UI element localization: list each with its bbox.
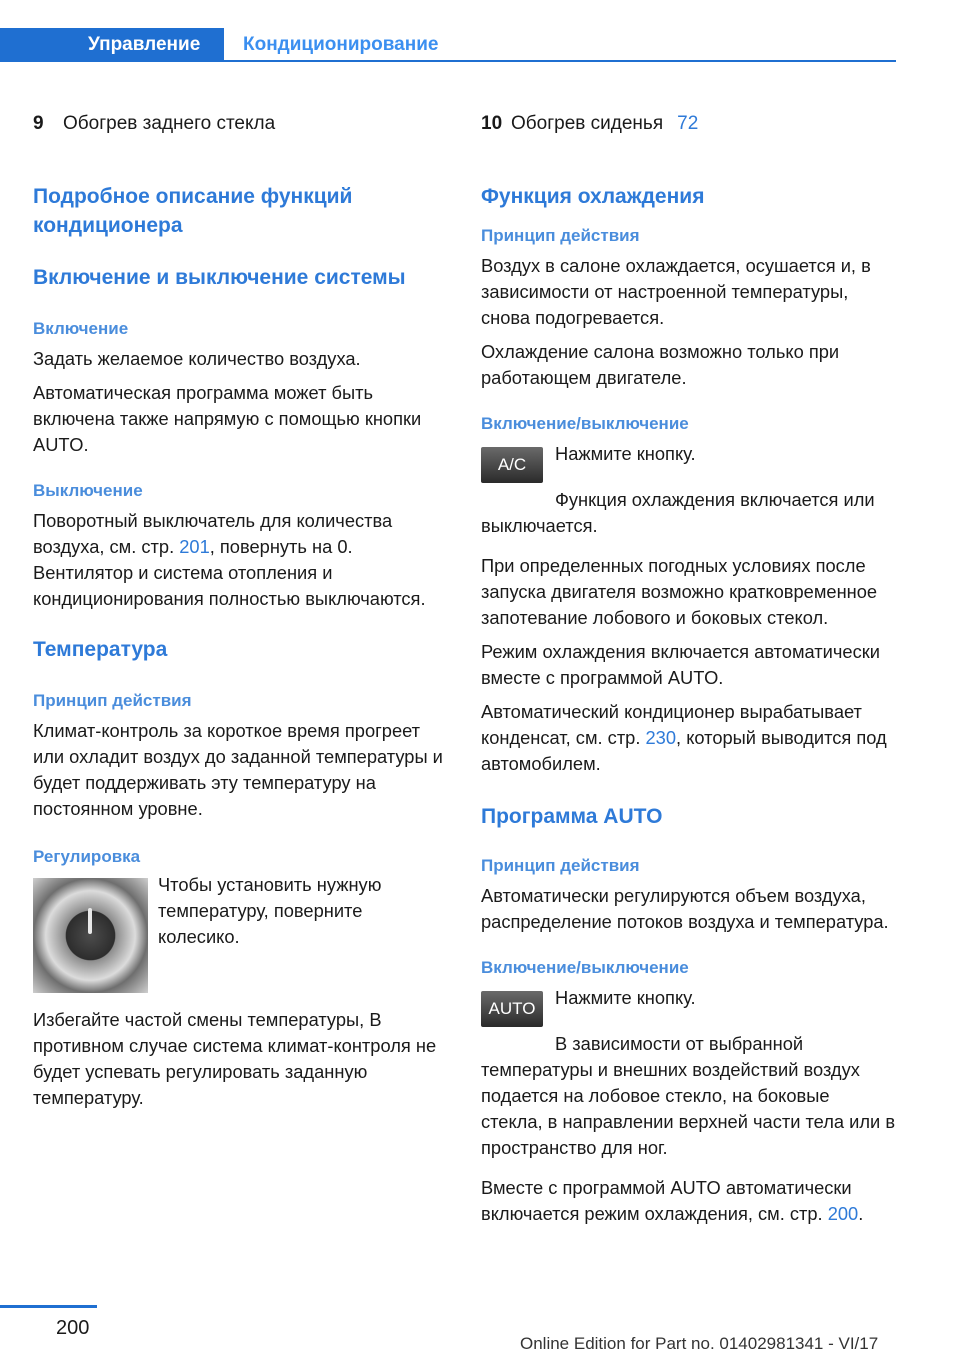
heading-principle: Принцип действия <box>481 226 640 245</box>
paragraph: Функция охлаждения включается или выключается. <box>481 489 875 536</box>
heading-off: Выключение <box>33 481 143 500</box>
item-number: 9 <box>33 113 44 134</box>
paragraph <box>33 508 448 612</box>
paragraph <box>481 699 896 777</box>
heading-cooling: Функция охлаждения <box>481 185 705 208</box>
text-span: Автоматический кондиционер вырабатывает конденсат, см. стр. <box>481 701 862 748</box>
text-span: Вместе с программой AUTO автоматически включается режим охлаждения, см. стр. <box>481 1177 852 1224</box>
paragraph: Охлаждение салона возможно только при работающем двигателе. <box>481 341 840 388</box>
item-text: Обогрев сиденья <box>511 113 664 134</box>
ac-button-image: A/C <box>481 447 543 483</box>
ac-button-block <box>481 443 896 483</box>
heading-onoff: Включение/выключение <box>481 958 689 977</box>
paragraph: Автоматическая программа может быть включена также напрямую с помощью кнопки AUTO. <box>33 382 422 455</box>
auto-button-image: AUTO <box>481 991 543 1027</box>
edition-text: Online Edition for Part no. 01402981341 - VI/17 <box>520 1334 879 1353</box>
list-item-10 <box>481 108 896 140</box>
paragraph: Нажмите кнопку. <box>555 443 696 464</box>
heading-onoff: Включение и выключение системы <box>33 266 406 289</box>
page-link[interactable]: 72 <box>677 113 699 134</box>
text-span: . <box>858 1203 864 1224</box>
paragraph: Нажмите кнопку. <box>555 987 696 1008</box>
heading-auto-program: Программа AUTO <box>481 805 663 828</box>
header-divider <box>224 60 896 62</box>
temperature-control-block <box>33 874 448 993</box>
heading-on: Включение <box>33 319 129 338</box>
paragraph: Чтобы установить нужную температуру, поверните колесико. <box>158 874 382 947</box>
text-span: , который выводится под автомобилем. <box>481 727 887 774</box>
text-span: , повернуть на 0. Вентилятор и система отопления и кондиционирования полностью выключаются. <box>33 536 426 609</box>
paragraph: В зависимости от выбранной температуры и внешних воздействий воздух подается на лобовое стекло, на боковые стекла, в направлении верхней части тела или в пространство для ног. <box>481 1033 896 1158</box>
paragraph <box>481 1175 896 1227</box>
paragraph: Избегайте частой смены температуры, В противном случае система климат-контроля не будет успевать регулировать заданную температуру. <box>33 1009 437 1108</box>
temperature-knob-image <box>33 878 148 993</box>
right-column <box>481 108 896 1227</box>
section-title: Подробное описание функций кондиционера <box>33 185 353 237</box>
page-link[interactable]: 230 <box>645 727 677 748</box>
item-text: Обогрев заднего стекла <box>63 113 276 134</box>
auto-button-block <box>481 987 896 1027</box>
left-column <box>33 108 448 1111</box>
item-number: 10 <box>481 113 503 134</box>
page-number: 200 <box>56 1317 90 1339</box>
heading-principle: Принцип действия <box>481 856 640 875</box>
paragraph: Задать желаемое количество воздуха. <box>33 348 361 369</box>
heading-onoff: Включение/выключение <box>481 414 689 433</box>
heading-temperature: Температура <box>33 638 168 661</box>
paragraph: При определенных погодных условиях после запуска двигателя возможно кратковременное запотевание лобового и боковых стекол. <box>481 555 878 628</box>
page-header <box>0 0 896 62</box>
footer-divider <box>0 1305 97 1308</box>
paragraph: Автоматически регулируются объем воздуха, распределение потоков воздуха и температура. <box>481 885 889 932</box>
heading-principle: Принцип действия <box>33 691 192 710</box>
list-item-9 <box>33 108 448 140</box>
paragraph: Режим охлаждения включается автоматически вместе с программой AUTO. <box>481 641 880 688</box>
heading-adjust: Регулировка <box>33 847 141 866</box>
page-link[interactable]: 200 <box>827 1203 859 1224</box>
tab-management[interactable]: Управление <box>0 28 224 62</box>
text-span: Поворотный выключатель для количества воздуха, см. стр. <box>33 510 393 557</box>
paragraph: Воздух в салоне охлаждается, осушается и, в зависимости от настроенной температуры, снова подогревается. <box>481 255 871 328</box>
page-link[interactable]: 201 <box>179 536 210 557</box>
paragraph: Климат-контроль за короткое время прогреет или охладит воздух до заданной температуры и будет поддерживать эту температуру на постоянном уровне. <box>33 720 443 819</box>
tab-air-conditioning[interactable]: Кондиционирование <box>243 34 439 55</box>
